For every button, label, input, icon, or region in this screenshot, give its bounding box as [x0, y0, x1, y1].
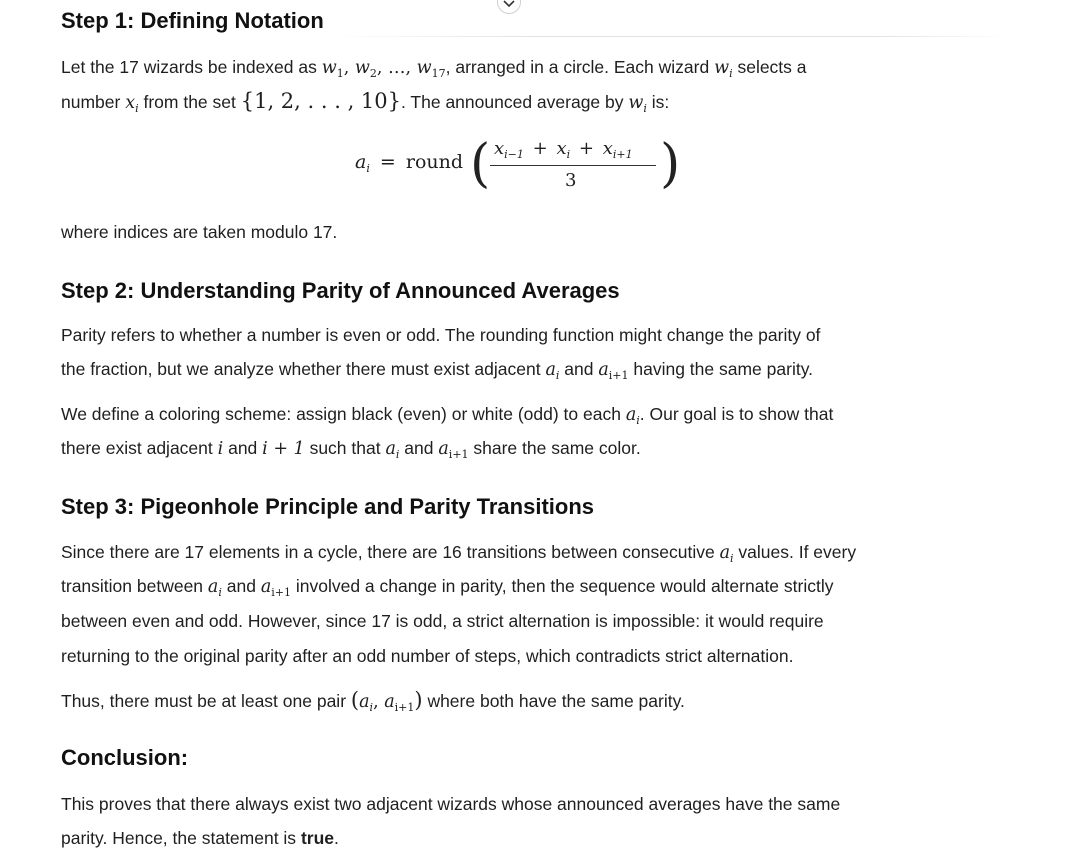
equation-lhs: $a_i$ = round	[355, 151, 464, 175]
divider-line	[330, 36, 1010, 37]
step1-paragraph-line2: number $x_i$ from the set {1, 2, . . . , 10}. The announced average by $w_i$ is:	[61, 89, 670, 115]
step1-paragraph-line1: Let the 17 wizards be indexed as $w_1$, $w_2$, …, $w_{17}$, arranged in a circle. Each wizard $w_i$ selects a	[61, 57, 807, 80]
left-paren: (	[470, 134, 491, 194]
step3-line3: between even and odd. However, since 17 is odd, a strict alternation is impossible: it would require	[61, 611, 824, 631]
right-paren: )	[660, 134, 681, 194]
fraction-bar	[490, 165, 656, 166]
step3-line4: returning to the original parity after an odd number of steps, which contradicts strict alternation.	[61, 646, 794, 666]
step3-line2: transition between $a_i$ and $a_{i+1}$ involved a change in parity, then the sequence would alternate strictly	[61, 576, 834, 599]
step1-heading: Step 1: Defining Notation	[61, 8, 324, 33]
step1-modulo-note: where indices are taken modulo 17.	[61, 222, 338, 242]
equation-numerator: $x_{i-1} + x_i + x_{i+1}$	[494, 138, 633, 161]
step3-heading: Step 3: Pigeonhole Principle and Parity Transitions	[61, 494, 595, 519]
step3-line5: Thus, there must be at least one pair ($a_i$, $a_{i+1}$) where both have the same parity.	[61, 688, 685, 714]
step2-paragraph1-line2: the fraction, but we analyze whether there must exist adjacent $a_i$ and $a_{i+1}$ having the same parity.	[61, 359, 814, 382]
step2-paragraph2-line1: We define a coloring scheme: assign black (even) or white (odd) to each $a_i$. Our goal is to show that	[61, 404, 834, 427]
scroll-down-button[interactable]	[497, 0, 521, 14]
equation-denominator: 3	[565, 170, 577, 191]
step2-paragraph2-line2: there exist adjacent i and i + 1 such that $a_i$ and $a_{i+1}$ share the same color.	[61, 438, 641, 461]
step2-paragraph1-line1: Parity refers to whether a number is even or odd. The rounding function might change the parity of	[61, 325, 821, 345]
step3-line1: Since there are 17 elements in a cycle, there are 16 transitions between consecutive $a_i$ values. If every	[61, 542, 857, 565]
conclusion-line2: parity. Hence, the statement is true.	[61, 828, 339, 848]
conclusion-heading: Conclusion:	[61, 745, 189, 770]
conclusion-true: true	[300, 828, 334, 848]
conclusion-line1: This proves that there always exist two adjacent wizards whose announced averages have the same	[61, 794, 841, 814]
chevron-down-icon	[503, 0, 515, 8]
step2-heading: Step 2: Understanding Parity of Announced Averages	[61, 278, 620, 303]
